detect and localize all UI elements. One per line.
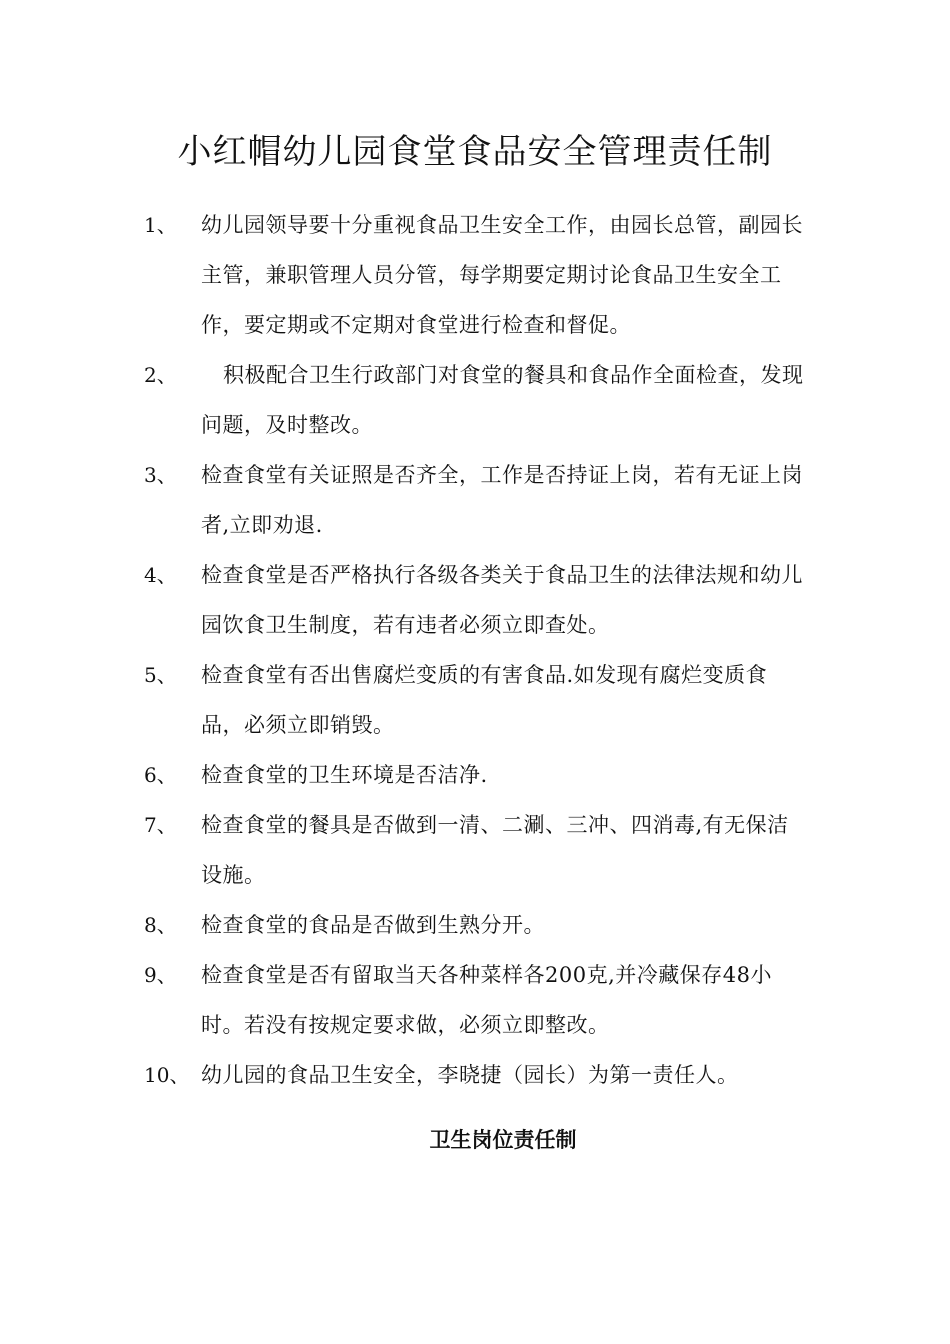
item-text: 积极配合卫生行政部门对食堂的餐具和食品作全面检查，发现问题，及时整改。 [201,363,804,437]
item-text: 检查食堂的食品是否做到生熟分开。 [201,913,545,937]
item-text: 检查食堂是否严格执行各级各类关于食品卫生的法律法规和幼儿园饮食卫生制度，若有违者必须立即查处。 [201,563,803,637]
list-item [0,750,950,800]
list-item [0,550,950,650]
item-text: 检查食堂的餐具是否做到一清、二涮、三冲、四消毒,有无保洁设施。 [201,813,789,887]
section-subtitle: 卫生岗位责任制 [429,1128,577,1152]
rules-list [0,200,950,1100]
item-number: 10、 [144,1063,190,1087]
list-item [0,900,950,950]
item-text: 检查食堂是否有留取当天各种菜样各200克,并冷藏保存48小时。若没有按规定要求做，必须立即整改。 [201,963,772,1037]
list-item [0,350,950,450]
list-item [0,950,950,1050]
item-text: 检查食堂有关证照是否齐全，工作是否持证上岗，若有无证上岗者,立即劝退. [201,463,803,537]
item-number: 2、 [144,363,177,387]
item-text: 幼儿园的食品卫生安全，李晓捷（园长）为第一责任人。 [201,1063,739,1087]
item-number: 9、 [144,963,177,987]
item-text: 幼儿园领导要十分重视食品卫生安全工作，由园长总管，副园长主管，兼职管理人员分管，每学期要定期讨论食品卫生安全工作，要定期或不定期对食堂进行检查和督促。 [201,213,803,337]
item-text: 检查食堂的卫生环境是否洁净. [201,763,488,787]
item-number: 3、 [144,463,177,487]
item-number: 5、 [144,663,177,687]
list-item [0,1050,950,1100]
item-number: 4、 [144,563,177,587]
document-title: 小红帽幼儿园食堂食品安全管理责任制 [177,132,773,172]
item-number: 8、 [144,913,177,937]
item-number: 1、 [144,213,177,237]
list-item [0,450,950,550]
list-item [0,200,950,350]
item-number: 7、 [144,813,177,837]
item-number: 6、 [144,763,177,787]
list-item [0,800,950,900]
item-text: 检查食堂有否出售腐烂变质的有害食品.如发现有腐烂变质食品，必须立即销毁。 [201,663,768,737]
list-item [0,650,950,750]
